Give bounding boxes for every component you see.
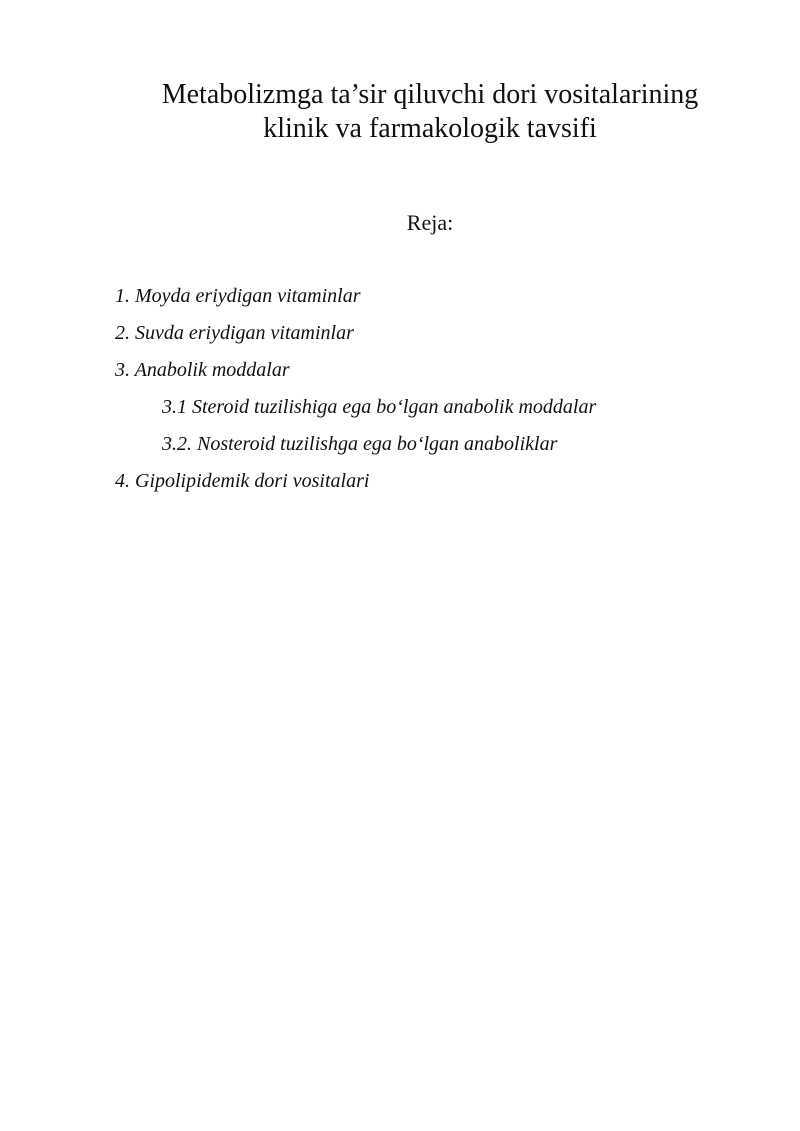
plan-item: 3. Anabolik moddalar: [115, 359, 290, 381]
plan-subitem: 3.2. Nosteroid tuzilishga ega bo‘lgan anaboliklar: [162, 433, 558, 455]
document-title: [110, 78, 750, 146]
plan-list: [115, 284, 596, 506]
plan-subitem: 3.1 Steroid tuzilishiga ega bo‘lgan anabolik moddalar: [162, 396, 597, 418]
plan-heading: Reja:: [406, 210, 454, 235]
plan-item: 4. Gipolipidemik dori vositalari: [115, 470, 370, 492]
title-line-1: Metabolizmga ta’sir qiluvchi dori vositalarining: [161, 79, 699, 110]
plan-item: 2. Suvda eriydigan vitaminlar: [115, 322, 354, 344]
title-line-2: klinik va farmakologik tavsifi: [263, 113, 597, 144]
plan-item: 1. Moyda eriydigan vitaminlar: [115, 285, 361, 307]
